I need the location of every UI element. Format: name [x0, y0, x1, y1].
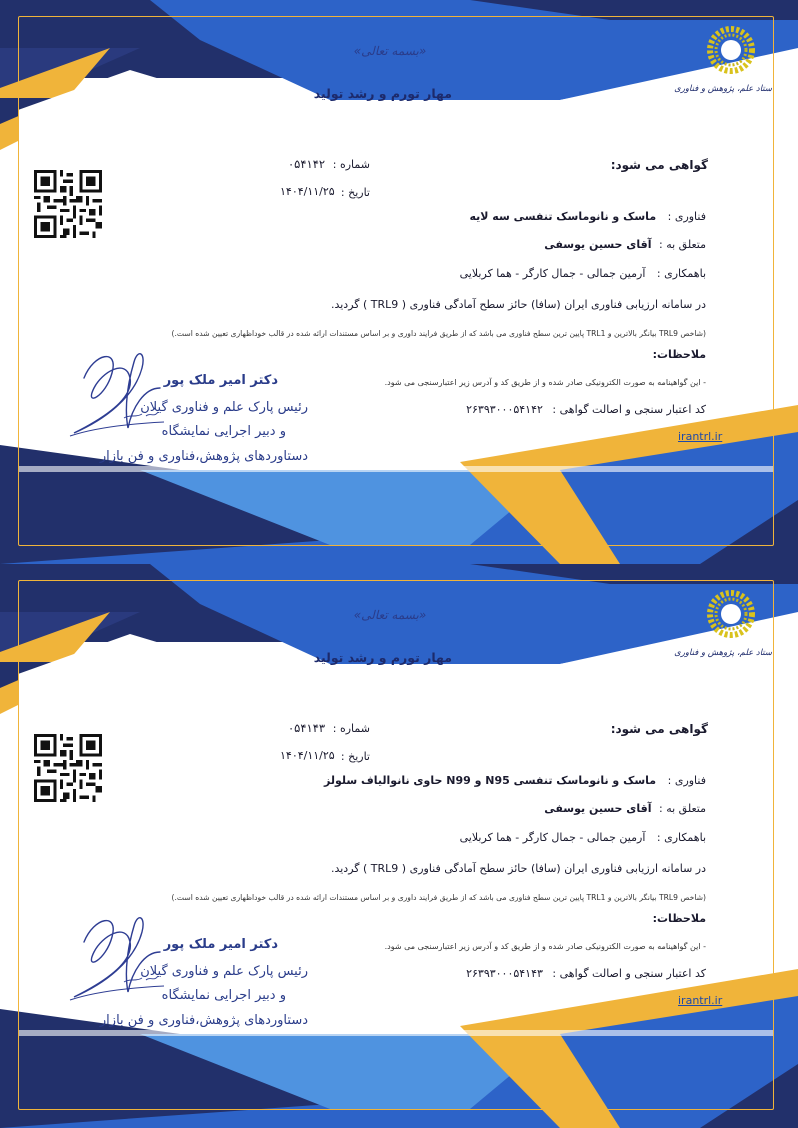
signer-title-1: رئیس پارک علم و فناوری گیلان [140, 964, 308, 979]
remarks-text: - این گواهینامه به صورت الکترونیکی صادر شده و از طریق کد و آدرس زیر اعتبارسنجی می شود. [384, 942, 706, 951]
remarks-label: ملاحظات: [652, 912, 706, 925]
logo-caption: ستاد علم، پژوهش و فناوری [674, 84, 772, 94]
signer-title-2: و دبیر اجرایی نمایشگاه [161, 424, 286, 439]
signer-name: دکتر امیر ملک پور [163, 373, 278, 388]
validation-code: ۲۶۳۹۳۰۰۰۵۴۱۴۳ [466, 967, 543, 980]
collaborators-label: باهمکاری : [656, 831, 706, 844]
collaborators-value: آرمین جمالی - جمال کارگر - هما کربلایی [459, 831, 646, 844]
owner-label: متعلق به : [659, 238, 706, 251]
besmellah: «بسمه تعالی» [353, 608, 427, 622]
certificate-number: ۰۵۴۱۴۲ [288, 157, 326, 171]
signer-title-3: دستاوردهای پژوهش،فناوری و فن بازار [99, 449, 308, 464]
signer-title-1: رئیس پارک علم و فناوری گیلان [140, 400, 308, 415]
technology-value: ماسک و نانوماسک تنفسی N95 و N99 حاوی نانوالیاف سلولز [324, 774, 657, 787]
remarks-label: ملاحظات: [652, 348, 706, 361]
sun-ring-logo-icon [700, 24, 762, 80]
number-label: شماره : [332, 722, 370, 735]
signer-title-2: و دبیر اجرایی نمایشگاه [161, 988, 286, 1003]
collaborators-row [460, 831, 706, 844]
certify-heading: گواهی می شود: [610, 722, 708, 736]
website-link[interactable]: irantrl.ir [678, 994, 723, 1007]
owner-value: آقای حسین یوسفی [544, 802, 652, 815]
sun-ring-logo-icon [700, 588, 762, 644]
website-link[interactable]: irantrl.ir [678, 430, 723, 443]
validation-code: ۲۶۳۹۳۰۰۰۵۴۱۴۲ [466, 403, 543, 416]
remarks-text: - این گواهینامه به صورت الکترونیکی صادر شده و از طریق کد و آدرس زیر اعتبارسنجی می شود. [384, 378, 706, 387]
certificate-number: ۰۵۴۱۴۳ [288, 721, 326, 735]
validation-label: کد اعتبار سنجی و اصالت گواهی : [552, 403, 706, 416]
owner-row [544, 238, 706, 251]
assessment-line: در سامانه ارزیابی فناوری ایران (سافا) حائز سطح آمادگی فناوری ( TRL9 ) گردید. [330, 298, 706, 311]
certificate-title: مهار تورم و رشد تولید [313, 650, 452, 665]
number-label: شماره : [332, 158, 370, 171]
technology-label: فناوری : [667, 210, 706, 223]
validation-row [466, 967, 706, 980]
technology-row [469, 210, 706, 223]
technology-label: فناوری : [667, 774, 706, 787]
validation-row [466, 403, 706, 416]
certificate-2 [0, 564, 798, 1128]
qr-code-icon[interactable] [34, 734, 102, 802]
collaborators-label: باهمکاری : [656, 267, 706, 280]
certify-heading: گواهی می شود: [610, 158, 708, 172]
signer-title-3: دستاوردهای پژوهش،فناوری و فن بازار [99, 1013, 308, 1028]
owner-value: آقای حسین یوسفی [544, 238, 652, 251]
certificate-date: ۱۴۰۴/۱۱/۲۵ [280, 185, 335, 198]
logo-caption: ستاد علم، پژوهش و فناوری [674, 648, 772, 658]
handwritten-signature-icon [64, 912, 174, 1008]
certificate-date: ۱۴۰۴/۱۱/۲۵ [280, 749, 335, 762]
assessment-line: در سامانه ارزیابی فناوری ایران (سافا) حائز سطح آمادگی فناوری ( TRL9 ) گردید. [330, 862, 706, 875]
signer-name: دکتر امیر ملک پور [163, 937, 278, 952]
handwritten-signature-icon [64, 348, 174, 444]
trl-note: (شاخص TRL9 بیانگر بالاترین و TRL1 پایین ترین سطح فناوری می باشد که از طریق فرایند داوری و بر اساس مستندات ارائه شده در قالب خوداظهاری تعیین شده است.) [171, 893, 706, 902]
technology-value: ماسک و نانوماسک تنفسی سه لایه [469, 210, 657, 223]
owner-label: متعلق به : [659, 802, 706, 815]
besmellah: «بسمه تعالی» [353, 44, 427, 58]
certificate-title: مهار تورم و رشد تولید [313, 86, 452, 101]
collaborators-value: آرمین جمالی - جمال کارگر - هما کربلایی [459, 267, 646, 280]
validation-label: کد اعتبار سنجی و اصالت گواهی : [552, 967, 706, 980]
owner-row [544, 802, 706, 815]
collaborators-row [460, 267, 706, 280]
qr-code-icon[interactable] [34, 170, 102, 238]
date-label: تاریخ : [340, 750, 370, 763]
date-label: تاریخ : [340, 186, 370, 199]
technology-row [324, 774, 706, 787]
trl-note: (شاخص TRL9 بیانگر بالاترین و TRL1 پایین ترین سطح فناوری می باشد که از طریق فرایند داوری و بر اساس مستندات ارائه شده در قالب خوداظهاری تعیین شده است.) [171, 329, 706, 338]
